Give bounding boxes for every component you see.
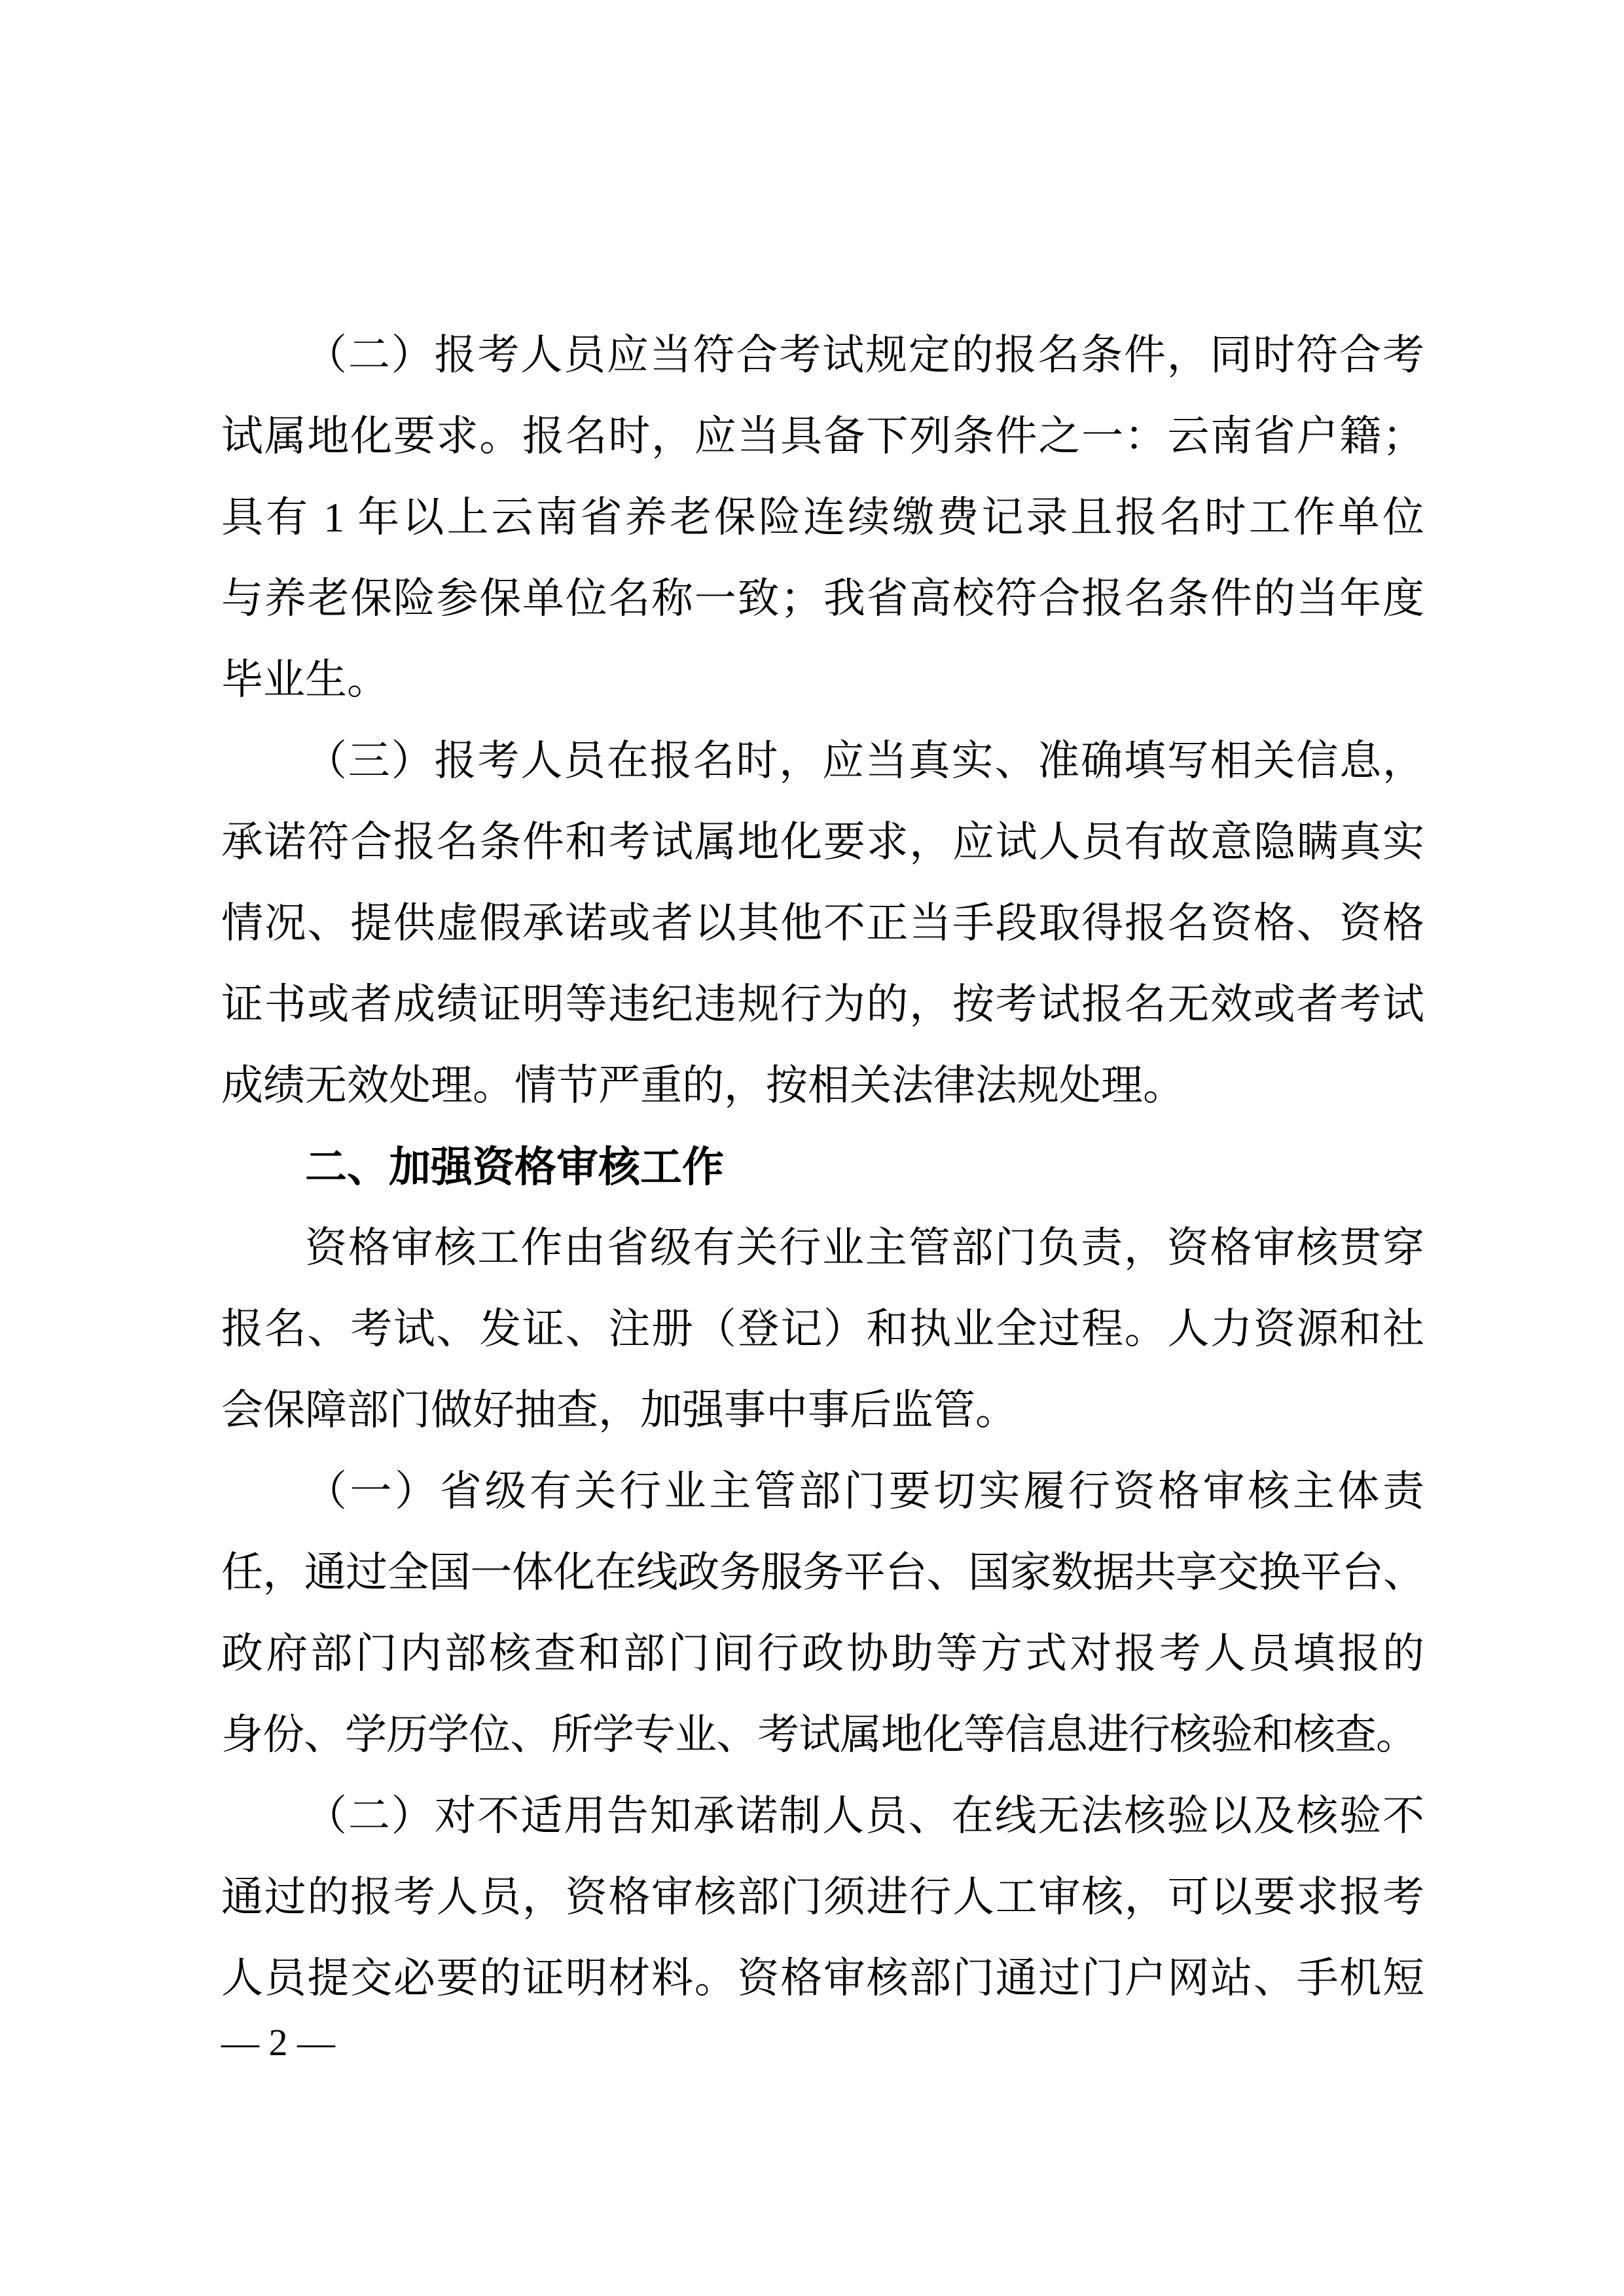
text-line: 身份、学历学位、所学专业、考试属地化等信息进行核验和核查。 (221, 1712, 1417, 1758)
text-line: 情况、提供虚假承诺或者以其他不正当手段取得报名资格、资格 (221, 900, 1424, 946)
text-line: 报名、考试、发证、注册（登记）和执业全过程。人力资源和社 (221, 1306, 1424, 1352)
text-line: 政府部门内部核查和部门间行政协助等方式对报考人员填报的 (221, 1630, 1424, 1677)
document-body (221, 315, 1424, 2019)
text-line: 与养老保险参保单位名称一致；我省高校符合报名条件的当年度 (221, 575, 1424, 622)
page-footer (221, 2020, 335, 2066)
page-number: — 2 — (221, 2021, 335, 2064)
text-line: 试属地化要求。报名时，应当具备下列条件之一：云南省户籍； (221, 413, 1424, 459)
text-line: 毕业生。 (221, 656, 389, 703)
text-line: 人员提交必要的证明材料。资格审核部门通过门户网站、手机短 (221, 1955, 1424, 2001)
text-line: （二）对不适用告知承诺制人员、在线无法核验以及核验不 (305, 1793, 1424, 1839)
text-line: 承诺符合报名条件和考试属地化要求，应试人员有故意隐瞒真实 (221, 819, 1424, 865)
text-line: 通过的报考人员，资格审核部门须进行人工审核，可以要求报考 (221, 1874, 1424, 1920)
text-line: 资格审核工作由省级有关行业主管部门负责，资格审核贯穿 (305, 1225, 1424, 1271)
text-line: 会保障部门做好抽查，加强事中事后监管。 (221, 1387, 1017, 1433)
text-line: 任，通过全国一体化在线政务服务平台、国家数据共享交换平台、 (221, 1549, 1424, 1596)
section-heading: 二、加强资格审核工作 (305, 1143, 724, 1191)
text-line: （三）报考人员在报名时，应当真实、准确填写相关信息， (305, 738, 1424, 784)
text-line: 具有 1 年以上云南省养老保险连续缴费记录且报名时工作单位 (221, 494, 1424, 541)
text-line: 成绩无效处理。情节严重的，按相关法律法规处理。 (221, 1062, 1185, 1109)
text-line: （一）省级有关行业主管部门要切实履行资格审核主体责 (305, 1468, 1424, 1515)
text-line: （二）报考人员应当符合考试规定的报名条件，同时符合考 (305, 332, 1424, 378)
text-line: 证书或者成绩证明等违纪违规行为的，按考试报名无效或者考试 (221, 981, 1424, 1028)
